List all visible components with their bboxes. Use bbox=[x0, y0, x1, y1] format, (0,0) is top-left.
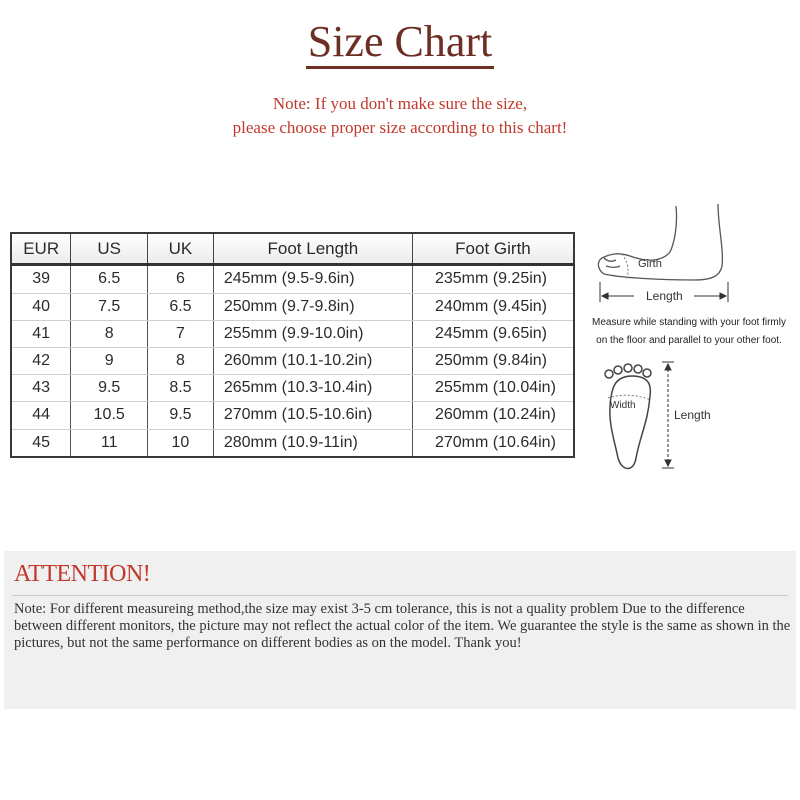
cell-foot-girth: 245mm (9.65in) bbox=[412, 320, 574, 347]
measure-line-2: on the floor and parallel to your other foot. bbox=[596, 335, 782, 346]
girth-label: Girth bbox=[638, 258, 662, 270]
sole-length-label: Length bbox=[674, 408, 711, 422]
cell-us: 10.5 bbox=[71, 402, 148, 429]
attention-title: ATTENTION! bbox=[14, 561, 151, 587]
cell-uk: 8.5 bbox=[148, 375, 214, 402]
cell-us: 9.5 bbox=[71, 375, 148, 402]
attention-divider bbox=[12, 595, 788, 596]
measure-line-1: Measure while standing with your foot firmly bbox=[592, 317, 786, 328]
note-line-2: please choose proper size according to this chart! bbox=[232, 118, 568, 137]
attention-text: Note: For different measureing method,the size may exist 3-5 cm tolerance, this is not a quality problem Due to the difference between different monitors, the picture may not reflect the actual color of the item. We guarantee the style is the same as shown in the pictures, but not the same performance on different bodies as on the model. Thank you! bbox=[14, 601, 791, 651]
table-header-row bbox=[11, 233, 574, 265]
table-row bbox=[11, 347, 574, 374]
header-us: US bbox=[71, 233, 148, 265]
cell-foot-length: 255mm (9.9-10.0in) bbox=[213, 320, 412, 347]
cell-foot-girth: 260mm (10.24in) bbox=[412, 402, 574, 429]
cell-foot-girth: 270mm (10.64in) bbox=[412, 429, 574, 457]
width-label: Width bbox=[610, 400, 636, 411]
sole-illustration bbox=[605, 364, 651, 469]
cell-foot-girth: 235mm (9.25in) bbox=[412, 265, 574, 294]
cell-eur: 42 bbox=[11, 347, 71, 374]
size-table bbox=[10, 232, 575, 458]
cell-uk: 10 bbox=[148, 429, 214, 457]
side-length-indicator bbox=[600, 282, 728, 303]
cell-uk: 6 bbox=[148, 265, 214, 294]
cell-foot-length: 245mm (9.5-9.6in) bbox=[213, 265, 412, 294]
table-row bbox=[11, 293, 574, 320]
size-note bbox=[0, 92, 800, 140]
header-eur: EUR bbox=[11, 233, 71, 265]
width-indicator bbox=[608, 395, 650, 411]
cell-uk: 7 bbox=[148, 320, 214, 347]
table-row bbox=[11, 320, 574, 347]
page-title: Size Chart bbox=[306, 18, 495, 69]
girth-indicator bbox=[622, 254, 662, 280]
table-row bbox=[11, 375, 574, 402]
sole-length-indicator bbox=[662, 362, 711, 468]
cell-foot-length: 265mm (10.3-10.4in) bbox=[213, 375, 412, 402]
cell-foot-girth: 250mm (9.84in) bbox=[412, 347, 574, 374]
cell-us: 8 bbox=[71, 320, 148, 347]
side-length-label: Length bbox=[646, 289, 683, 303]
cell-us: 7.5 bbox=[71, 293, 148, 320]
cell-foot-length: 260mm (10.1-10.2in) bbox=[213, 347, 412, 374]
cell-foot-length: 270mm (10.5-10.6in) bbox=[213, 402, 412, 429]
header-foot-length: Foot Length bbox=[213, 233, 412, 265]
cell-foot-length: 250mm (9.7-9.8in) bbox=[213, 293, 412, 320]
table-row bbox=[11, 429, 574, 457]
note-line-1: Note: If you don't make sure the size, bbox=[272, 94, 528, 113]
cell-foot-girth: 240mm (9.45in) bbox=[412, 293, 574, 320]
cell-eur: 45 bbox=[11, 429, 71, 457]
cell-foot-girth: 255mm (10.04in) bbox=[412, 375, 574, 402]
measure-instructions bbox=[580, 314, 798, 350]
cell-eur: 43 bbox=[11, 375, 71, 402]
header-foot-girth: Foot Girth bbox=[412, 233, 574, 265]
cell-eur: 44 bbox=[11, 402, 71, 429]
cell-foot-length: 280mm (10.9-11in) bbox=[213, 429, 412, 457]
cell-eur: 41 bbox=[11, 320, 71, 347]
cell-us: 6.5 bbox=[71, 265, 148, 294]
table-row bbox=[11, 265, 574, 294]
header-uk: UK bbox=[148, 233, 214, 265]
cell-us: 9 bbox=[71, 347, 148, 374]
cell-eur: 39 bbox=[11, 265, 71, 294]
cell-uk: 6.5 bbox=[148, 293, 214, 320]
cell-uk: 8 bbox=[148, 347, 214, 374]
cell-eur: 40 bbox=[11, 293, 71, 320]
cell-us: 11 bbox=[71, 429, 148, 457]
table-row bbox=[11, 402, 574, 429]
attention-panel bbox=[4, 551, 796, 709]
title-wrapper bbox=[0, 18, 800, 69]
cell-uk: 9.5 bbox=[148, 402, 214, 429]
